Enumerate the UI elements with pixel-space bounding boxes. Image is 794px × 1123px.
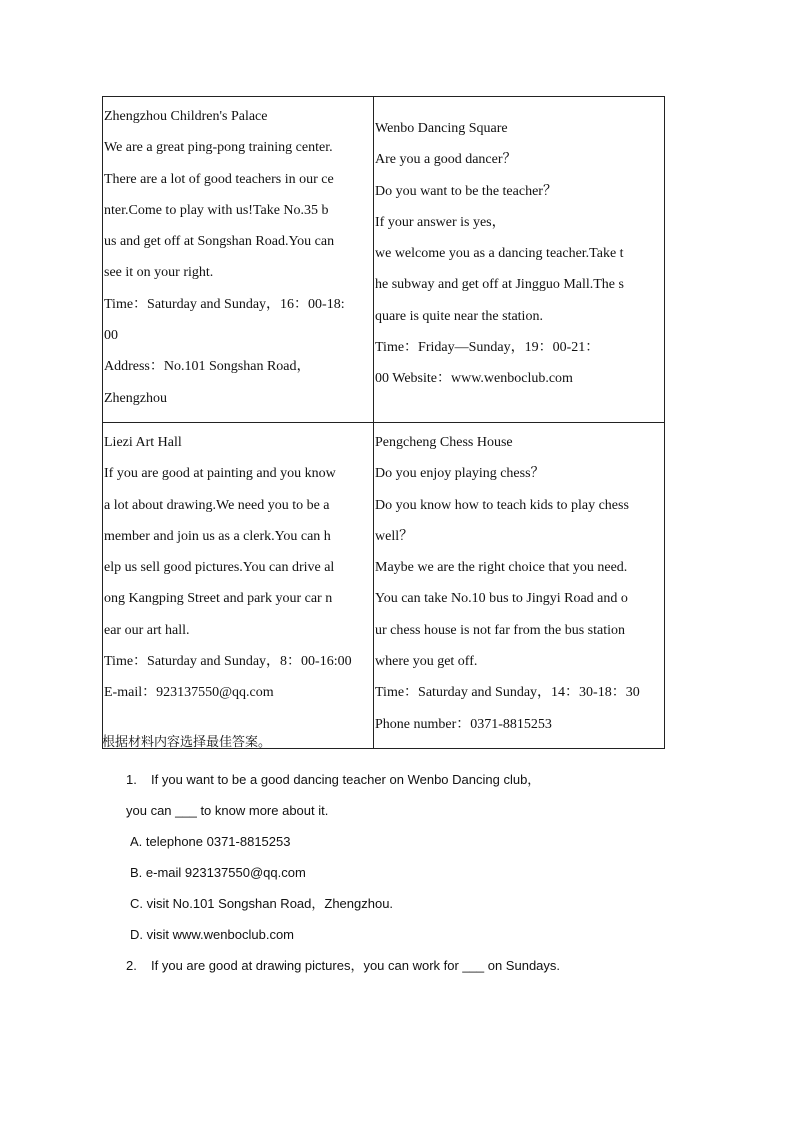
question-number: 1. [126, 772, 137, 787]
ad-title: Wenbo Dancing Square [375, 121, 508, 136]
question-2 [102, 950, 702, 981]
ad-wenbo-dancing [374, 97, 665, 423]
instruction: 根据材料内容选择最佳答案。 [102, 735, 272, 750]
ad-line: ur chess house is not far from the bus station [375, 622, 626, 638]
ad-line: he subway and get off at Jingguo Mall.The s [375, 277, 624, 293]
question-continuation: you can ___ to know more about it. [126, 803, 329, 818]
ad-line: member and join us as a clerk.You can h [104, 528, 331, 544]
ad-pengcheng-chess [374, 422, 665, 748]
ad-line: Do you want to be the teacher？ [375, 183, 557, 199]
questions-section [102, 734, 702, 981]
ad-line: Do you enjoy playing chess？ [375, 466, 545, 482]
ad-line: well？ [375, 528, 414, 544]
ad-phone: Phone number：0371-8815253 [375, 716, 552, 732]
question-1 [102, 764, 702, 950]
question-number: 2. [126, 958, 137, 973]
table-row [103, 97, 665, 423]
question-stem [102, 950, 702, 981]
question-text: If you are good at drawing pictures，you can work for ___ on Sundays. [151, 958, 561, 973]
ad-line: We are a great ping-pong training center. [104, 140, 333, 156]
ad-line: a lot about drawing.We need you to be a [104, 497, 330, 513]
question-stem [102, 764, 702, 795]
ad-title: Pengcheng Chess House [375, 434, 513, 450]
ad-line: nter.Come to play with us!Take No.35 b [104, 202, 329, 218]
ad-line: You can take No.10 bus to Jingyi Road and o [375, 591, 628, 607]
ad-line: us and get off at Songshan Road.You can [104, 234, 335, 250]
ad-line: If your answer is yes， [375, 214, 506, 230]
ad-time-cont: 00 [104, 328, 118, 344]
ad-time: Time：Saturday and Sunday，14：30-18：30 [375, 685, 640, 701]
ad-line: quare is quite near the station. [375, 308, 543, 324]
ad-line: There are a lot of good teachers in our ce [104, 171, 334, 187]
ad-line: see it on your right. [104, 265, 214, 281]
ad-title: Liezi Art Hall [104, 434, 182, 450]
ad-email: E-mail：923137550@qq.com [104, 685, 274, 701]
ads-table [102, 96, 665, 749]
ad-line: elp us sell good pictures.You can drive al [104, 560, 335, 576]
ad-childrens-palace [103, 97, 374, 423]
ad-address: Address：No.101 Songshan Road， [104, 359, 311, 375]
ad-line: where you get off. [375, 654, 478, 670]
ad-line: Maybe we are the right choice that you need. [375, 560, 628, 576]
ad-line: ear our art hall. [104, 622, 190, 638]
ad-line: ong Kangping Street and park your car n [104, 591, 333, 607]
ad-time: Time：Saturday and Sunday，8：00-16:00 [104, 654, 352, 670]
ad-time: Time：Saturday and Sunday，16：00-18: [104, 296, 345, 312]
ad-address-cont: Zhengzhou [104, 390, 167, 406]
option-b[interactable]: B. e-mail 923137550@qq.com [130, 865, 306, 880]
ad-website: 00 Website：www.wenboclub.com [375, 371, 573, 387]
ad-line: we welcome you as a dancing teacher.Take t [375, 246, 624, 262]
ad-liezi-art-hall [103, 422, 374, 748]
question-text: If you want to be a good dancing teacher on Wenbo Dancing club， [151, 772, 541, 787]
option-a[interactable]: A. telephone 0371-8815253 [130, 834, 291, 849]
ad-time: Time：Friday—Sunday，19：00-21： [375, 340, 600, 356]
ad-line: If you are good at painting and you know [104, 466, 336, 482]
ad-line: Are you a good dancer？ [375, 152, 517, 168]
ad-line: Do you know how to teach kids to play chess [375, 497, 629, 513]
option-d[interactable]: D. visit www.wenboclub.com [130, 927, 294, 942]
table-row [103, 422, 665, 748]
option-c[interactable]: C. visit No.101 Songshan Road，Zhengzhou. [130, 896, 394, 911]
ad-title: Zhengzhou Children's Palace [104, 109, 268, 124]
